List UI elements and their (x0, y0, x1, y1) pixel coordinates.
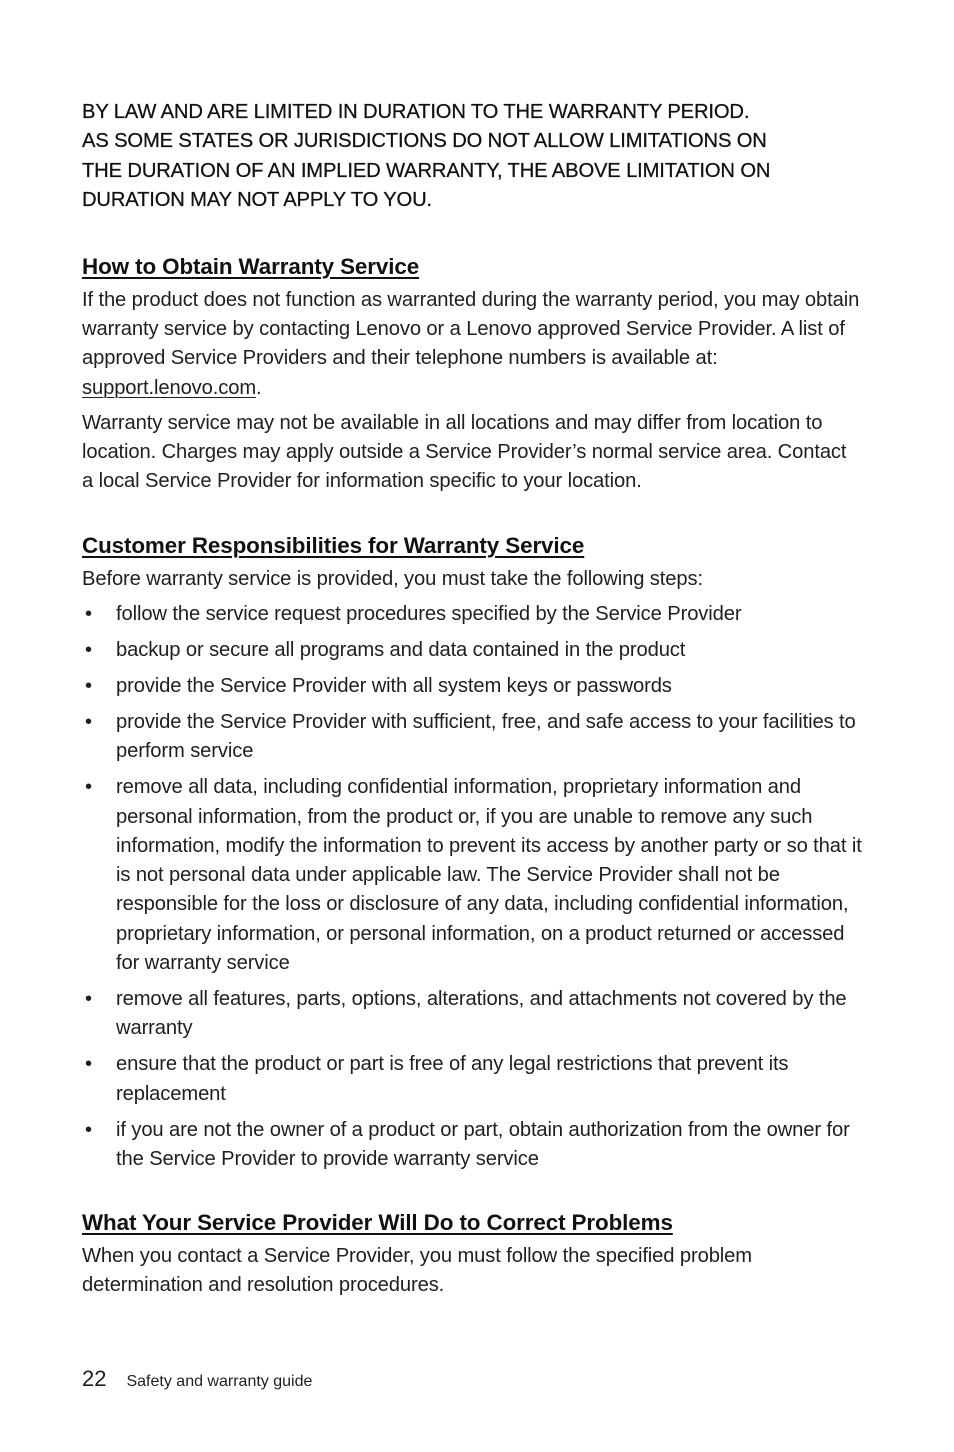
support-link[interactable]: support.lenovo.com (82, 376, 257, 399)
list-item-text: provide the Service Provider with all system keys or passwords (116, 674, 672, 697)
list-item (82, 600, 862, 629)
list-item (82, 1116, 862, 1175)
bullet-icon: • (85, 1118, 92, 1141)
caps-line: DURATION MAY NOT APPLY TO YOU. (82, 189, 432, 212)
paragraph (82, 286, 862, 403)
section-heading: What Your Service Provider Will Do to Correct Problems (82, 1210, 673, 1236)
caps-line: THE DURATION OF AN IMPLIED WARRANTY, THE ABOVE LIMITATION ON (82, 159, 771, 182)
list-item-text: remove all data, including confidential information, proprietary information and personal information, from the product or, if you are unable to remove any such information, modify the information to prevent its access by another party or so that it is not personal data under applicable law. The Service Provider shall not be responsible for the loss or disclosure of any data, including confidential information, proprietary information, or personal information, on a product returned or accessed for warranty service (116, 776, 862, 975)
page-content (82, 98, 862, 1301)
bullet-icon: • (85, 638, 92, 661)
list-item (82, 1050, 862, 1109)
bullet-icon: • (85, 710, 92, 733)
paragraph: Warranty service may not be available in all locations and may differ from location to location. Charges may apply outside a Service Provider’s normal service area. Contact a local Service Provider for information specific to your location. (82, 411, 847, 493)
section-correct-problems (82, 1208, 862, 1301)
list-item-text: if you are not the owner of a product or part, obtain authorization from the owner for the Service Provider to provide warranty service (116, 1118, 850, 1170)
list-item (82, 985, 862, 1044)
section-obtain-warranty (82, 252, 862, 497)
bullet-icon: • (85, 674, 92, 697)
paragraph: Before warranty service is provided, you must take the following steps: (82, 567, 703, 590)
list-item-text: provide the Service Provider with sufficient, free, and safe access to your facilities to perform service (116, 710, 856, 763)
list-item-text: backup or secure all programs and data contained in the product (116, 638, 686, 661)
page-footer (82, 1366, 312, 1392)
paragraph: When you contact a Service Provider, you must follow the specified problem determination and resolution procedures. (82, 1245, 752, 1297)
bullet-icon: • (85, 776, 92, 799)
list-item-text: ensure that the product or part is free of any legal restrictions that prevent its replacement (116, 1053, 789, 1105)
responsibility-list (82, 600, 862, 1174)
list-item (82, 708, 862, 767)
paragraph-text: If the product does not function as warranted during the warranty period, you may obtain warranty service by contacting Lenovo or a Lenovo approved Service Provider. A list of approved Service Providers and their telephone numbers is available at: (82, 288, 860, 370)
bullet-icon: • (85, 1053, 92, 1076)
page-number: 22 (82, 1366, 107, 1391)
caps-line: BY LAW AND ARE LIMITED IN DURATION TO THE WARRANTY PERIOD. (82, 101, 750, 123)
section-heading: Customer Responsibilities for Warranty Service (82, 532, 585, 558)
section-heading: How to Obtain Warranty Service (82, 253, 420, 279)
bullet-icon: • (85, 603, 92, 625)
list-item (82, 773, 862, 978)
paragraph-end: . (256, 376, 262, 399)
guide-title: Safety and warranty guide (126, 1373, 313, 1390)
caps-line: AS SOME STATES OR JURISDICTIONS DO NOT ALLOW LIMITATIONS ON (82, 130, 767, 153)
list-item-text: remove all features, parts, options, alterations, and attachments not covered by the warranty (116, 988, 847, 1040)
bullet-icon: • (85, 988, 92, 1010)
list-item (82, 636, 862, 665)
intro-caps-block (82, 98, 862, 216)
section-customer-responsibilities (82, 531, 862, 1174)
list-item-text: follow the service request procedures specified by the Service Provider (116, 603, 742, 625)
list-item (82, 672, 862, 701)
